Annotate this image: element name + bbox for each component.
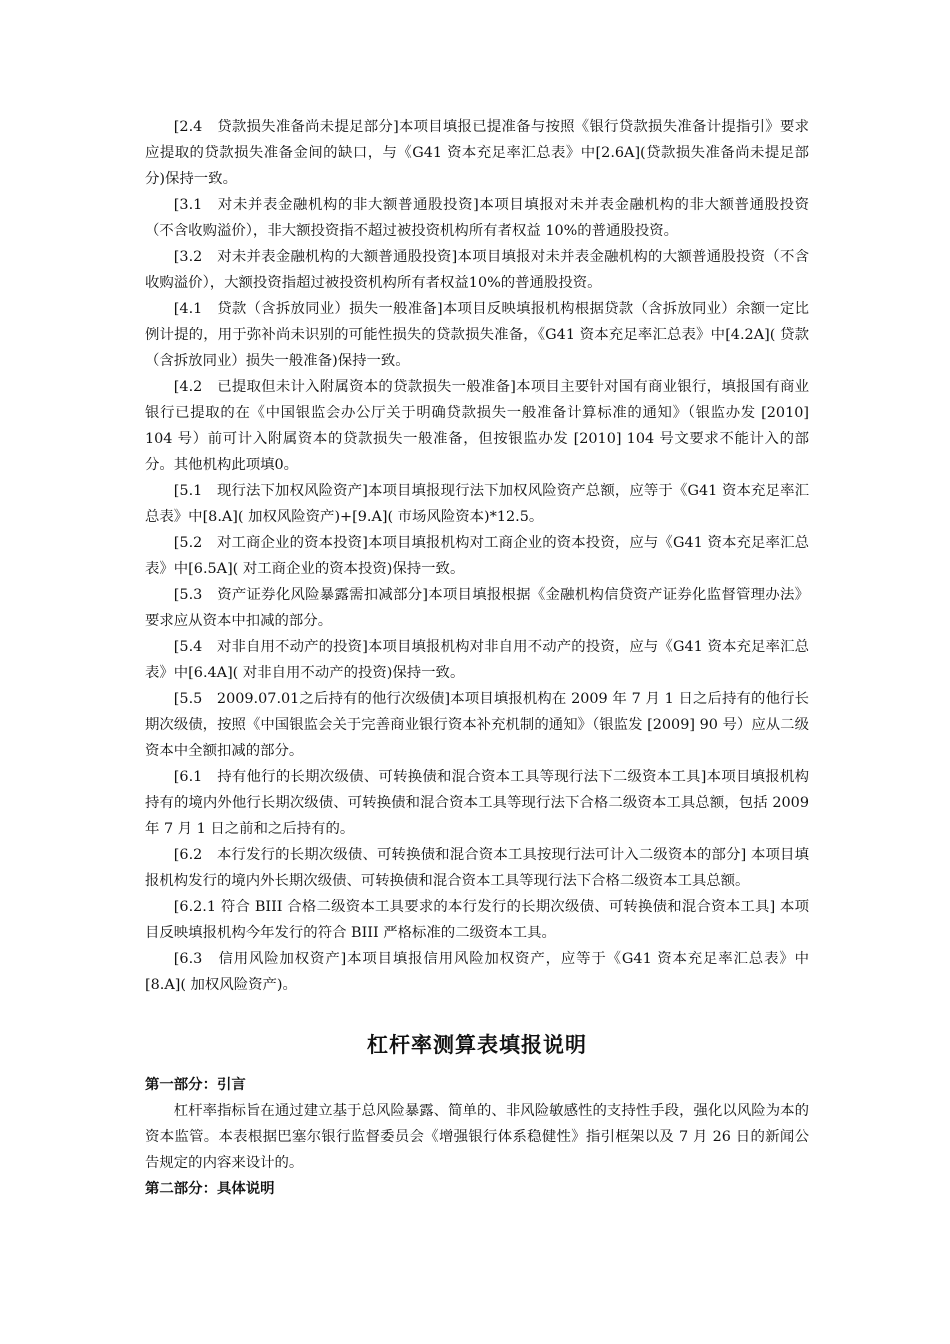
paragraph-4-2: [4.2 已提取但未计入附属资本的贷款损失一般准备]本项目主要针对国有商业银行，填报国有商业银行已提取的在《中国银监会办公厅关于明确贷款损失一般准备计算标准的通知》（银监办发 [2010] 104 号）前可计入附属资本的贷款损失一般准备，但按银监办发 [2010] 104 号文要求不能计入的部分。其他机构此项填0。 xyxy=(145,379,809,473)
part2-heading: 第二部分：具体说明 xyxy=(145,1181,275,1197)
document-page xyxy=(145,114,809,1202)
part1-text: 杠杆率指标旨在通过建立基于总风险暴露、简单的、非风险敏感性的支持性手段，强化以风险为本的资本监管。本表根据巴塞尔银行监督委员会《增强银行体系稳健性》指引框架以及 7 月 26 日的新闻公告规定的内容来设计的。 xyxy=(145,1103,809,1171)
paragraph-3-2: [3.2 对未并表金融机构的大额普通股投资]本项目填报对未并表金融机构的大额普通股投资（不含收购溢价），大额投资指超过被投资机构所有者权益10%的普通股投资。 xyxy=(145,249,809,291)
paragraph-6-3: [6.3 信用风险加权资产]本项目填报信用风险加权资产，应等于《G41 资本充足率汇总表》中[8.A]( 加权风险资产)。 xyxy=(145,951,809,993)
paragraph-5-3: [5.3 资产证券化风险暴露需扣减部分]本项目填报根据《金融机构信贷资产证券化监督管理办法》要求应从资本中扣减的部分。 xyxy=(145,587,809,629)
section-title: 杠杆率测算表填报说明 xyxy=(367,1033,587,1057)
paragraph-5-1: [5.1 现行法下加权风险资产]本项目填报现行法下加权风险资产总额，应等于《G41 资本充足率汇总表》中[8.A]( 加权风险资产)+[9.A]( 市场风险资本)*12.5。 xyxy=(145,483,809,525)
paragraph-5-5: [5.5 2009.07.01之后持有的他行次级债]本项目填报机构在 2009 年 7 月 1 日之后持有的他行长期次级债，按照《中国银监会关于完善商业银行资本补充机制的通知》（银监发 [2009] 90 号）应从二级资本中全额扣减的部分。 xyxy=(145,691,809,759)
paragraph-3-1: [3.1 对未并表金融机构的非大额普通股投资]本项目填报对未并表金融机构的非大额普通股投资（不含收购溢价），非大额投资指不超过被投资机构所有者权益 10%的普通股投资。 xyxy=(145,197,809,239)
paragraph-6-2-1: [6.2.1 符合 BIII 合格二级资本工具要求的本行发行的长期次级债、可转换债和混合资本工具] 本项目反映填报机构今年发行的符合 BIII 严格标准的二级资本工具。 xyxy=(145,899,809,941)
paragraph-4-1: [4.1 贷款（含拆放同业）损失一般准备]本项目反映填报机构根据贷款（含拆放同业）余额一定比例计提的，用于弥补尚未识别的可能性损失的贷款损失准备，《G41 资本充足率汇总表》中[4.2A]( 贷款（含拆放同业）损失一般准备)保持一致。 xyxy=(145,301,809,369)
paragraph-5-2: [5.2 对工商企业的资本投资]本项目填报机构对工商企业的资本投资，应与《G41 资本充足率汇总表》中[6.5A]( 对工商企业的资本投资)保持一致。 xyxy=(145,535,809,577)
paragraph-5-4: [5.4 对非自用不动产的投资]本项目填报机构对非自用不动产的投资，应与《G41 资本充足率汇总表》中[6.4A]( 对非自用不动产的投资)保持一致。 xyxy=(145,639,809,681)
paragraph-6-1: [6.1 持有他行的长期次级债、可转换债和混合资本工具等现行法下二级资本工具]本项目填报机构持有的境内外他行长期次级债、可转换债和混合资本工具等现行法下合格二级资本工具总额，包括 2009 年 7 月 1 日之前和之后持有的。 xyxy=(145,769,809,837)
paragraph-6-2: [6.2 本行发行的长期次级债、可转换债和混合资本工具按现行法可计入二级资本的部分] 本项目填报机构发行的境内外长期次级债、可转换债和混合资本工具等现行法下合格二级资本工具总额。 xyxy=(145,847,809,889)
paragraph-2-4: [2.4 贷款损失准备尚未提足部分]本项目填报已提准备与按照《银行贷款损失准备计提指引》要求应提取的贷款损失准备金间的缺口，与《G41 资本充足率汇总表》中[2.6A](贷款损失准备尚未提足部分)保持一致。 xyxy=(145,119,809,187)
part1-heading: 第一部分：引言 xyxy=(145,1077,246,1093)
